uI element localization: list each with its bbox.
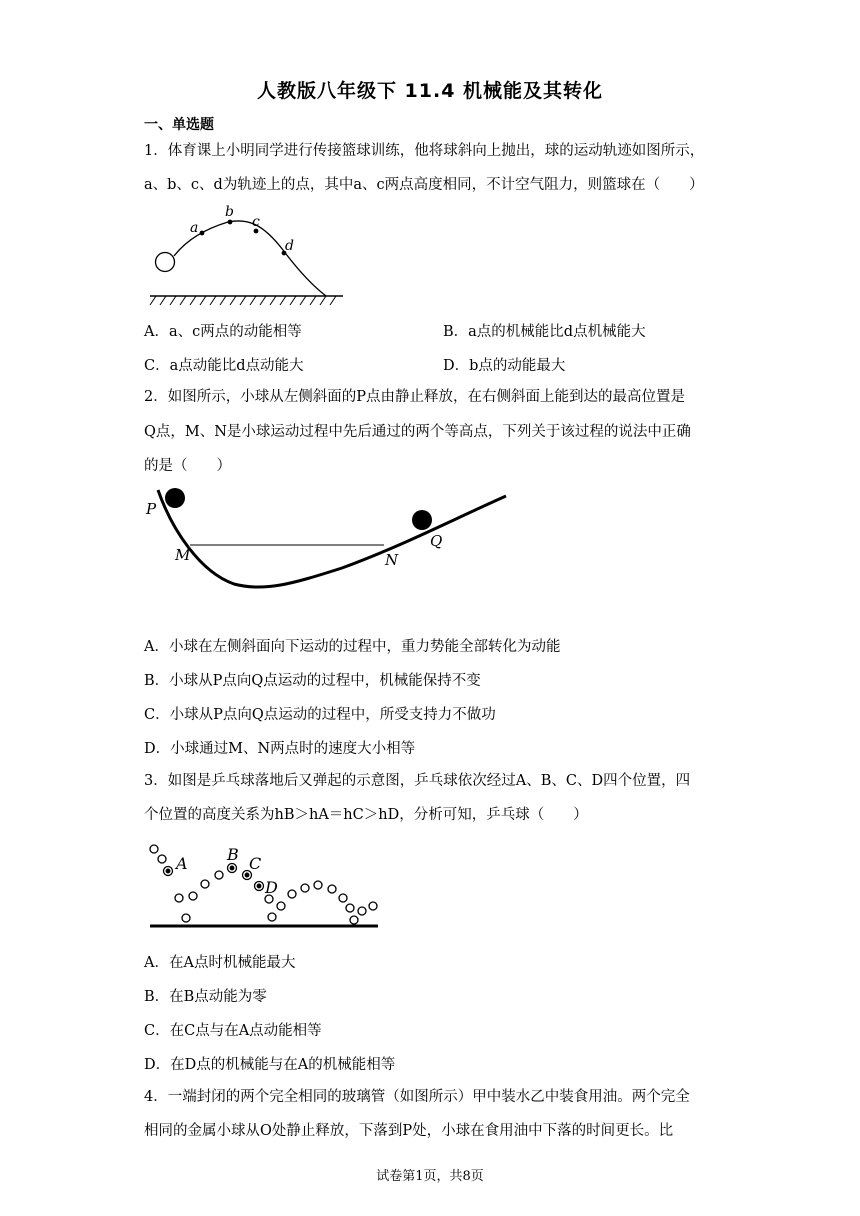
q4-stem-line2: 相同的金属小球从O处静止释放，下落到P处，小球在食用油中下落的时间更长。比 [144,1123,674,1139]
q2-option-b[interactable]: B．小球从P点向Q点运动的过程中，机械能保持不变 [144,673,481,689]
q4-stem-line1: 4．一端封闭的两个完全相同的玻璃管（如图所示）甲中装水乙中装食用油。两个完全 [144,1089,690,1105]
label-a: a [190,220,199,236]
page-title: 人教版八年级下 11.4 机械能及其转化 [256,80,604,102]
q3-pingpong-figure [146,838,382,934]
q1-basketball-figure [148,204,348,308]
basketball [156,253,175,272]
page-footer: 试卷第1页，共8页 [376,1169,484,1184]
q3-option-b[interactable]: B．在B点动能为零 [144,989,267,1005]
label-B: B [227,845,239,864]
q2-option-d[interactable]: D．小球通过M、N两点时的速度大小相等 [144,741,416,757]
q1-option-d[interactable]: D．b点的动能最大 [443,358,566,374]
section-heading: 一、单选题 [144,117,214,133]
q1-stem-line1: 1．体育课上小明同学进行传接篮球训练，他将球斜向上抛出，球的运动轨迹如图所示， [144,143,705,159]
label-n: N [385,551,399,569]
q3-option-c[interactable]: C．在C点与在A点动能相等 [144,1023,322,1039]
track [158,490,506,587]
q2-slope-figure [142,480,514,600]
q3-stem-line1: 3．如图是乒乓球落地后又弹起的示意图，乒乓球依次经过A、B、C、D四个位置，四 [144,773,691,789]
label-A: A [176,854,188,873]
q3-option-a[interactable]: A．在A点时机械能最大 [144,955,296,971]
label-C: C [249,854,262,873]
q3-stem-line2: 个位置的高度关系为hB＞hA＝hC＞hD，分析可知，乒乓球（ ） [144,807,588,823]
q2-option-c[interactable]: C．小球从P点向Q点运动的过程中，所受支持力不做功 [144,707,496,723]
label-D: D [265,878,278,897]
label-d: d [285,238,294,254]
label-p: P [146,500,157,518]
q1-option-a[interactable]: A．a、c两点的动能相等 [144,324,302,340]
label-b: b [225,204,234,220]
q2-stem-line3: 的是（ ） [144,458,231,474]
ground-hatching [150,296,336,305]
q1-option-b[interactable]: B．a点的机械能比d点机械能大 [443,324,646,340]
label-q: Q [430,532,443,550]
q3-option-d[interactable]: D．在D点的机械能与在A的机械能相等 [144,1057,396,1073]
q2-option-a[interactable]: A．小球在左侧斜面向下运动的过程中，重力势能全部转化为动能 [144,639,561,655]
label-c: c [252,214,260,230]
q2-stem-line2: Q点，M、N是小球运动过程中先后通过的两个等高点，下列关于该过程的说法中正确 [144,424,691,440]
label-m: M [175,546,191,564]
q2-stem-line1: 2．如图所示，小球从左侧斜面的P点由静止释放，在右侧斜面上能到达的最高位置是 [144,389,685,405]
q1-option-c[interactable]: C．a点动能比d点动能大 [144,358,304,374]
ball-p [165,488,185,508]
q1-stem-line2: a、b、c、d为轨迹上的点，其中a、c两点高度相同，不计空气阻力，则篮球在（ ） [144,177,704,193]
ball-q [412,510,432,530]
